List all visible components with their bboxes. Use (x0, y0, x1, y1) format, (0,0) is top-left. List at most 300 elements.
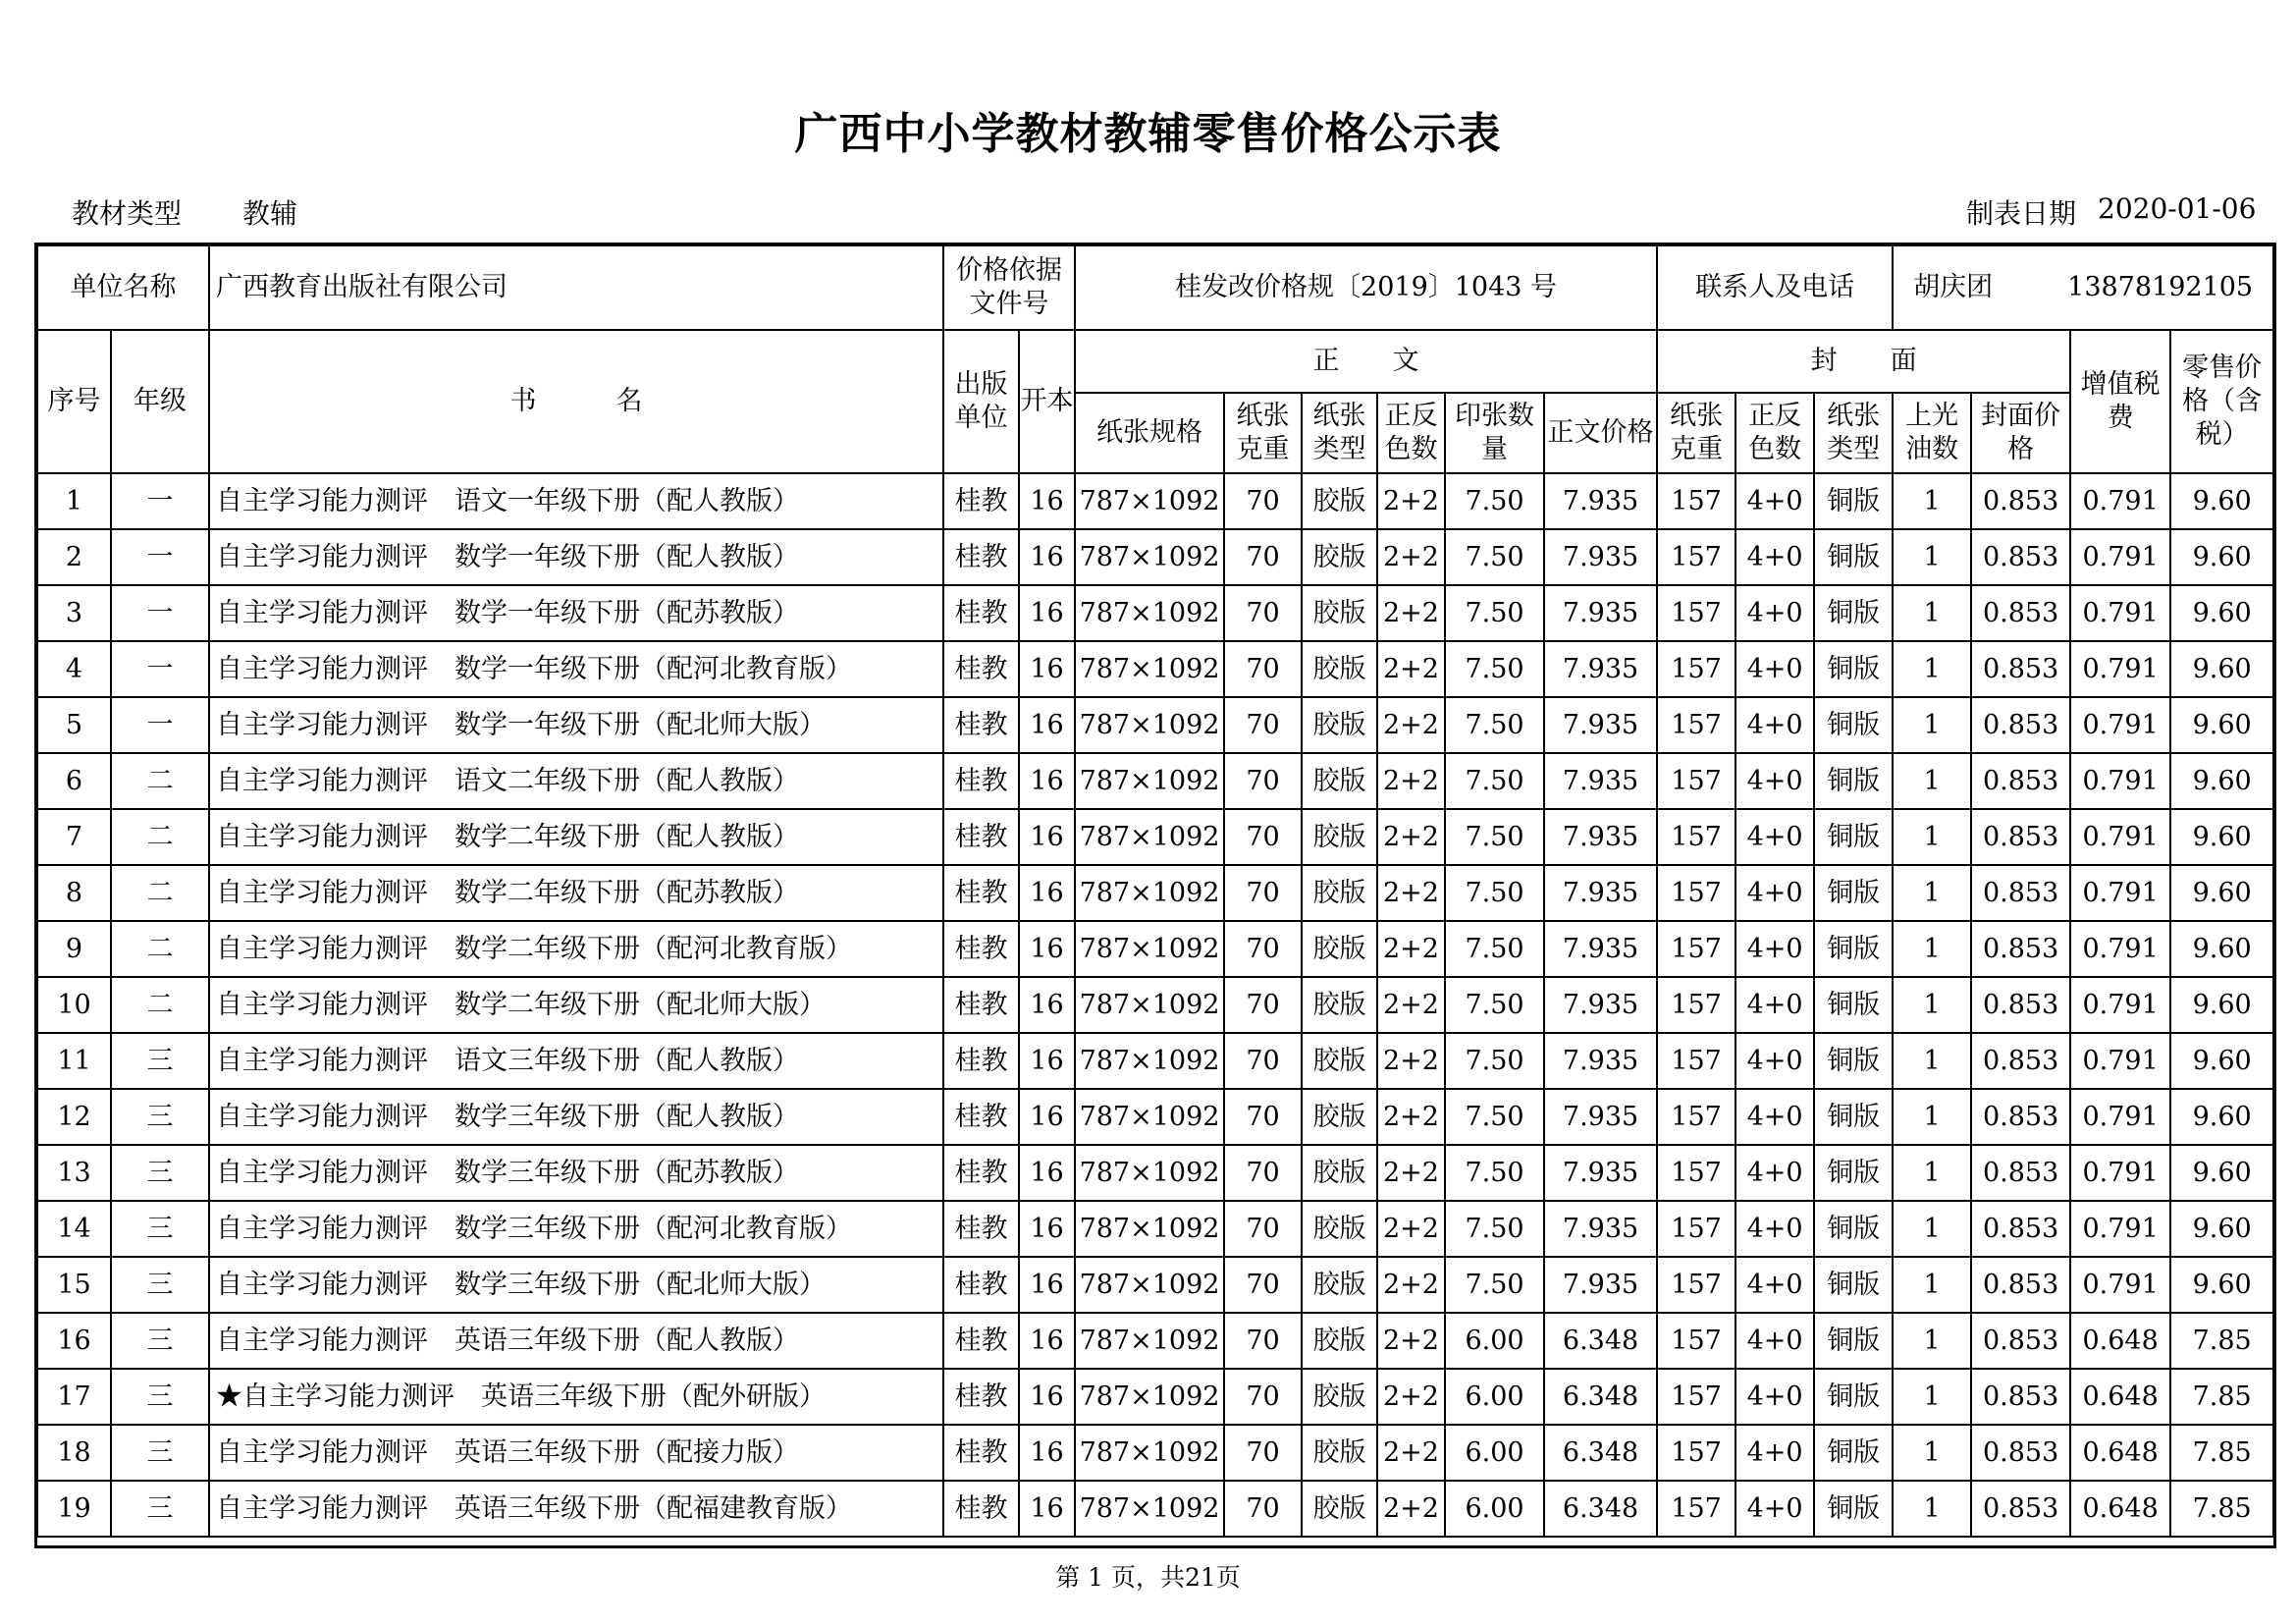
row-paper-type: 胶版 (1302, 641, 1377, 697)
row-cover-price: 0.853 (1971, 977, 2070, 1033)
row-body-price: 6.348 (1544, 1481, 1657, 1537)
row-cover-type: 铜版 (1814, 1257, 1893, 1313)
row-paper-size: 787×1092 (1075, 585, 1224, 641)
row-cover-weight: 157 (1657, 1201, 1735, 1257)
col-grade: 年级 (111, 330, 209, 473)
row-cover-type: 铜版 (1814, 753, 1893, 809)
row-cover-type: 铜版 (1814, 585, 1893, 641)
row-seq: 5 (37, 697, 111, 753)
row-retail-price: 9.60 (2170, 473, 2273, 529)
row-varnish: 1 (1893, 809, 1971, 865)
row-cover-colors: 4+0 (1735, 473, 1814, 529)
row-publisher: 桂教 (943, 1257, 1019, 1313)
row-paper-type: 胶版 (1302, 865, 1377, 921)
row-sheets: 7.50 (1445, 697, 1544, 753)
date-label: 制表日期 (1966, 197, 2077, 230)
row-publisher: 桂教 (943, 753, 1019, 809)
table-row (37, 865, 2273, 921)
row-grade: 一 (111, 529, 209, 585)
row-format: 16 (1019, 473, 1075, 529)
row-retail-price: 9.60 (2170, 809, 2273, 865)
row-publisher: 桂教 (943, 1313, 1019, 1369)
row-cover-colors: 4+0 (1735, 1369, 1814, 1425)
row-varnish: 1 (1893, 1425, 1971, 1481)
table-row (37, 1033, 2273, 1089)
row-vat: 0.648 (2070, 1313, 2170, 1369)
row-paper-type: 胶版 (1302, 921, 1377, 977)
row-sheets: 7.50 (1445, 753, 1544, 809)
page-footer: 第 1 页，共21页 (1055, 1563, 1241, 1592)
row-cover-colors: 4+0 (1735, 1145, 1814, 1201)
row-colors: 2+2 (1377, 585, 1445, 641)
row-cover-weight: 157 (1657, 1425, 1735, 1481)
col-book: 书 名 (209, 330, 943, 473)
row-cover-colors: 4+0 (1735, 1425, 1814, 1481)
row-cover-colors: 4+0 (1735, 529, 1814, 585)
col-publisher: 出版单位 (943, 330, 1019, 473)
row-cover-price: 0.853 (1971, 697, 2070, 753)
row-body-price: 7.935 (1544, 1033, 1657, 1089)
row-paper-type: 胶版 (1302, 1369, 1377, 1425)
row-varnish: 1 (1893, 977, 1971, 1033)
row-paper-weight: 70 (1224, 809, 1302, 865)
row-book-title: 自主学习能力测评 语文一年级下册（配人教版） (209, 473, 943, 529)
row-paper-size: 787×1092 (1075, 1481, 1224, 1537)
table-row (37, 921, 2273, 977)
row-vat: 0.791 (2070, 641, 2170, 697)
row-cover-type: 铜版 (1814, 1313, 1893, 1369)
row-cover-price: 0.853 (1971, 1425, 2070, 1481)
row-cover-weight: 157 (1657, 473, 1735, 529)
row-book-title: 自主学习能力测评 数学三年级下册（配人教版） (209, 1089, 943, 1145)
row-seq: 19 (37, 1481, 111, 1537)
row-body-price: 7.935 (1544, 641, 1657, 697)
col-body-paper-weight: 纸张克重 (1224, 393, 1302, 473)
row-book-title: ★自主学习能力测评 英语三年级下册（配外研版） (209, 1369, 943, 1425)
row-paper-type: 胶版 (1302, 585, 1377, 641)
row-cover-type: 铜版 (1814, 865, 1893, 921)
info-row (37, 245, 2273, 330)
row-cover-price: 0.853 (1971, 1033, 2070, 1089)
row-book-title: 自主学习能力测评 数学三年级下册（配河北教育版） (209, 1201, 943, 1257)
row-cover-weight: 157 (1657, 529, 1735, 585)
row-sheets: 7.50 (1445, 865, 1544, 921)
row-paper-weight: 70 (1224, 1089, 1302, 1145)
row-colors: 2+2 (1377, 1369, 1445, 1425)
table-row (37, 1369, 2273, 1425)
row-retail-price: 7.85 (2170, 1481, 2273, 1537)
row-vat: 0.791 (2070, 753, 2170, 809)
row-paper-size: 787×1092 (1075, 1089, 1224, 1145)
col-cover-paper-type: 纸张类型 (1814, 393, 1893, 473)
row-vat: 0.791 (2070, 1089, 2170, 1145)
row-colors: 2+2 (1377, 697, 1445, 753)
row-cover-price: 0.853 (1971, 1145, 2070, 1201)
row-paper-size: 787×1092 (1075, 1201, 1224, 1257)
row-varnish: 1 (1893, 1145, 1971, 1201)
row-grade: 三 (111, 1033, 209, 1089)
row-colors: 2+2 (1377, 1033, 1445, 1089)
row-cover-weight: 157 (1657, 865, 1735, 921)
row-paper-size: 787×1092 (1075, 697, 1224, 753)
row-grade: 一 (111, 473, 209, 529)
row-paper-weight: 70 (1224, 753, 1302, 809)
page-title: 广西中小学教材教辅零售价格公示表 (794, 109, 1502, 159)
row-publisher: 桂教 (943, 1481, 1019, 1537)
row-paper-type: 胶版 (1302, 1257, 1377, 1313)
row-format: 16 (1019, 1089, 1075, 1145)
row-varnish: 1 (1893, 1033, 1971, 1089)
row-seq: 2 (37, 529, 111, 585)
row-cover-type: 铜版 (1814, 921, 1893, 977)
row-cover-weight: 157 (1657, 1369, 1735, 1425)
row-retail-price: 9.60 (2170, 1201, 2273, 1257)
row-sheets: 7.50 (1445, 1257, 1544, 1313)
type-label: 教材类型 (72, 197, 183, 230)
row-cover-weight: 157 (1657, 753, 1735, 809)
row-paper-type: 胶版 (1302, 1481, 1377, 1537)
row-format: 16 (1019, 1481, 1075, 1537)
row-body-price: 7.935 (1544, 1089, 1657, 1145)
row-book-title: 自主学习能力测评 英语三年级下册（配接力版） (209, 1425, 943, 1481)
row-cover-price: 0.853 (1971, 1089, 2070, 1145)
row-publisher: 桂教 (943, 1425, 1019, 1481)
row-retail-price: 9.60 (2170, 697, 2273, 753)
row-book-title: 自主学习能力测评 数学二年级下册（配河北教育版） (209, 921, 943, 977)
row-sheets: 6.00 (1445, 1481, 1544, 1537)
row-body-price: 7.935 (1544, 1257, 1657, 1313)
row-grade: 三 (111, 1089, 209, 1145)
row-sheets: 6.00 (1445, 1369, 1544, 1425)
row-grade: 二 (111, 865, 209, 921)
row-book-title: 自主学习能力测评 数学一年级下册（配北师大版） (209, 697, 943, 753)
col-cover-colors: 正反色数 (1735, 393, 1814, 473)
row-paper-weight: 70 (1224, 1369, 1302, 1425)
row-book-title: 自主学习能力测评 数学一年级下册（配人教版） (209, 529, 943, 585)
row-colors: 2+2 (1377, 1145, 1445, 1201)
row-seq: 16 (37, 1313, 111, 1369)
row-seq: 8 (37, 865, 111, 921)
row-format: 16 (1019, 809, 1075, 865)
row-book-title: 自主学习能力测评 数学二年级下册（配北师大版） (209, 977, 943, 1033)
col-body-paper-size: 纸张规格 (1075, 393, 1224, 473)
unit-label: 单位名称 (37, 245, 209, 330)
row-cover-colors: 4+0 (1735, 865, 1814, 921)
row-cover-colors: 4+0 (1735, 753, 1814, 809)
row-cover-type: 铜版 (1814, 809, 1893, 865)
row-publisher: 桂教 (943, 1145, 1019, 1201)
row-paper-type: 胶版 (1302, 529, 1377, 585)
row-cover-type: 铜版 (1814, 641, 1893, 697)
row-format: 16 (1019, 697, 1075, 753)
row-cover-colors: 4+0 (1735, 1033, 1814, 1089)
row-retail-price: 9.60 (2170, 921, 2273, 977)
row-varnish: 1 (1893, 753, 1971, 809)
row-cover-type: 铜版 (1814, 1089, 1893, 1145)
row-publisher: 桂教 (943, 529, 1019, 585)
row-paper-type: 胶版 (1302, 1033, 1377, 1089)
row-paper-size: 787×1092 (1075, 641, 1224, 697)
row-seq: 17 (37, 1369, 111, 1425)
col-cover-paper-weight: 纸张克重 (1657, 393, 1735, 473)
row-book-title: 自主学习能力测评 英语三年级下册（配福建教育版） (209, 1481, 943, 1537)
row-format: 16 (1019, 641, 1075, 697)
row-paper-weight: 70 (1224, 1257, 1302, 1313)
row-seq: 14 (37, 1201, 111, 1257)
row-grade: 三 (111, 1257, 209, 1313)
row-cover-type: 铜版 (1814, 529, 1893, 585)
row-sheets: 7.50 (1445, 1201, 1544, 1257)
row-cover-weight: 157 (1657, 1089, 1735, 1145)
row-seq: 10 (37, 977, 111, 1033)
row-grade: 一 (111, 641, 209, 697)
row-vat: 0.791 (2070, 697, 2170, 753)
row-retail-price: 7.85 (2170, 1313, 2273, 1369)
row-format: 16 (1019, 1369, 1075, 1425)
contact-phone: 13878192105 (2067, 272, 2254, 302)
row-vat: 0.648 (2070, 1425, 2170, 1481)
row-sheets: 7.50 (1445, 585, 1544, 641)
row-grade: 三 (111, 1425, 209, 1481)
row-publisher: 桂教 (943, 809, 1019, 865)
row-varnish: 1 (1893, 473, 1971, 529)
row-body-price: 7.935 (1544, 809, 1657, 865)
row-paper-weight: 70 (1224, 1033, 1302, 1089)
row-paper-weight: 70 (1224, 641, 1302, 697)
row-cover-type: 铜版 (1814, 473, 1893, 529)
row-grade: 三 (111, 1369, 209, 1425)
row-cover-weight: 157 (1657, 1033, 1735, 1089)
row-format: 16 (1019, 585, 1075, 641)
row-colors: 2+2 (1377, 921, 1445, 977)
row-format: 16 (1019, 921, 1075, 977)
row-varnish: 1 (1893, 1201, 1971, 1257)
row-paper-size: 787×1092 (1075, 1369, 1224, 1425)
col-cover-price: 封面价格 (1971, 393, 2070, 473)
row-book-title: 自主学习能力测评 数学一年级下册（配河北教育版） (209, 641, 943, 697)
row-publisher: 桂教 (943, 1089, 1019, 1145)
row-body-price: 7.935 (1544, 585, 1657, 641)
row-paper-weight: 70 (1224, 473, 1302, 529)
row-body-price: 7.935 (1544, 697, 1657, 753)
row-grade: 三 (111, 1201, 209, 1257)
row-format: 16 (1019, 1257, 1075, 1313)
row-sheets: 7.50 (1445, 921, 1544, 977)
row-format: 16 (1019, 1033, 1075, 1089)
type-value: 教辅 (242, 197, 298, 230)
row-varnish: 1 (1893, 585, 1971, 641)
row-cover-price: 0.853 (1971, 865, 2070, 921)
row-varnish: 1 (1893, 1481, 1971, 1537)
price-table (36, 244, 2274, 1538)
basis-value: 桂发改价格规〔2019〕1043 号 (1075, 245, 1657, 330)
row-sheets: 7.50 (1445, 977, 1544, 1033)
row-paper-type: 胶版 (1302, 1089, 1377, 1145)
row-paper-size: 787×1092 (1075, 865, 1224, 921)
row-seq: 15 (37, 1257, 111, 1313)
row-cover-colors: 4+0 (1735, 1481, 1814, 1537)
row-paper-type: 胶版 (1302, 473, 1377, 529)
row-colors: 2+2 (1377, 473, 1445, 529)
row-retail-price: 9.60 (2170, 529, 2273, 585)
row-colors: 2+2 (1377, 753, 1445, 809)
table-row (37, 1257, 2273, 1313)
row-book-title: 自主学习能力测评 数学二年级下册（配人教版） (209, 809, 943, 865)
row-sheets: 6.00 (1445, 1313, 1544, 1369)
row-paper-weight: 70 (1224, 529, 1302, 585)
col-body-paper-type: 纸张类型 (1302, 393, 1377, 473)
row-format: 16 (1019, 1313, 1075, 1369)
row-cover-weight: 157 (1657, 977, 1735, 1033)
col-format: 开本 (1019, 330, 1075, 473)
row-body-price: 7.935 (1544, 753, 1657, 809)
table-row (37, 977, 2273, 1033)
row-sheets: 6.00 (1445, 1425, 1544, 1481)
row-body-price: 7.935 (1544, 1145, 1657, 1201)
row-cover-type: 铜版 (1814, 1481, 1893, 1537)
row-vat: 0.791 (2070, 921, 2170, 977)
row-book-title: 自主学习能力测评 数学二年级下册（配苏教版） (209, 865, 943, 921)
col-cover-group: 封 面 (1657, 330, 2070, 393)
row-body-price: 7.935 (1544, 977, 1657, 1033)
row-paper-size: 787×1092 (1075, 921, 1224, 977)
row-publisher: 桂教 (943, 865, 1019, 921)
row-varnish: 1 (1893, 529, 1971, 585)
row-paper-type: 胶版 (1302, 753, 1377, 809)
row-cover-weight: 157 (1657, 1257, 1735, 1313)
row-colors: 2+2 (1377, 1089, 1445, 1145)
row-cover-price: 0.853 (1971, 921, 2070, 977)
table-row (37, 1145, 2273, 1201)
row-cover-colors: 4+0 (1735, 1089, 1814, 1145)
row-retail-price: 9.60 (2170, 865, 2273, 921)
row-cover-weight: 157 (1657, 697, 1735, 753)
row-vat: 0.791 (2070, 1201, 2170, 1257)
row-cover-price: 0.853 (1971, 1481, 2070, 1537)
row-retail-price: 9.60 (2170, 977, 2273, 1033)
row-body-price: 7.935 (1544, 865, 1657, 921)
row-paper-type: 胶版 (1302, 1425, 1377, 1481)
row-paper-weight: 70 (1224, 1425, 1302, 1481)
row-paper-weight: 70 (1224, 865, 1302, 921)
row-varnish: 1 (1893, 697, 1971, 753)
row-paper-type: 胶版 (1302, 977, 1377, 1033)
row-vat: 0.791 (2070, 977, 2170, 1033)
row-book-title: 自主学习能力测评 数学三年级下册（配苏教版） (209, 1145, 943, 1201)
row-body-price: 6.348 (1544, 1313, 1657, 1369)
row-grade: 二 (111, 753, 209, 809)
table-row (37, 697, 2273, 753)
row-varnish: 1 (1893, 1369, 1971, 1425)
row-paper-size: 787×1092 (1075, 977, 1224, 1033)
row-vat: 0.791 (2070, 473, 2170, 529)
row-cover-price: 0.853 (1971, 585, 2070, 641)
row-cover-colors: 4+0 (1735, 697, 1814, 753)
row-cover-price: 0.853 (1971, 473, 2070, 529)
row-seq: 6 (37, 753, 111, 809)
row-vat: 0.791 (2070, 1033, 2170, 1089)
row-cover-type: 铜版 (1814, 1201, 1893, 1257)
row-cover-price: 0.853 (1971, 1257, 2070, 1313)
row-cover-colors: 4+0 (1735, 641, 1814, 697)
row-cover-type: 铜版 (1814, 977, 1893, 1033)
row-paper-weight: 70 (1224, 585, 1302, 641)
row-paper-size: 787×1092 (1075, 1145, 1224, 1201)
row-format: 16 (1019, 977, 1075, 1033)
row-sheets: 7.50 (1445, 1145, 1544, 1201)
col-body-sheets: 印张数量 (1445, 393, 1544, 473)
table-row (37, 585, 2273, 641)
row-retail-price: 9.60 (2170, 641, 2273, 697)
row-sheets: 7.50 (1445, 1033, 1544, 1089)
row-paper-size: 787×1092 (1075, 1425, 1224, 1481)
row-retail-price: 9.60 (2170, 753, 2273, 809)
row-grade: 三 (111, 1145, 209, 1201)
row-varnish: 1 (1893, 865, 1971, 921)
row-book-title: 自主学习能力测评 英语三年级下册（配人教版） (209, 1313, 943, 1369)
basis-label: 价格依据文件号 (943, 245, 1075, 330)
row-paper-weight: 70 (1224, 1313, 1302, 1369)
row-paper-type: 胶版 (1302, 1313, 1377, 1369)
row-cover-type: 铜版 (1814, 697, 1893, 753)
row-cover-colors: 4+0 (1735, 1201, 1814, 1257)
row-publisher: 桂教 (943, 641, 1019, 697)
unit-value: 广西教育出版社有限公司 (209, 245, 943, 330)
row-publisher: 桂教 (943, 921, 1019, 977)
row-paper-size: 787×1092 (1075, 473, 1224, 529)
row-cover-weight: 157 (1657, 1145, 1735, 1201)
row-paper-type: 胶版 (1302, 697, 1377, 753)
row-body-price: 7.935 (1544, 921, 1657, 977)
col-body-group: 正 文 (1075, 330, 1657, 393)
row-grade: 二 (111, 977, 209, 1033)
row-cover-type: 铜版 (1814, 1145, 1893, 1201)
row-publisher: 桂教 (943, 585, 1019, 641)
row-colors: 2+2 (1377, 529, 1445, 585)
row-vat: 0.791 (2070, 865, 2170, 921)
row-format: 16 (1019, 1425, 1075, 1481)
row-paper-weight: 70 (1224, 697, 1302, 753)
row-retail-price: 9.60 (2170, 1145, 2273, 1201)
row-cover-colors: 4+0 (1735, 977, 1814, 1033)
row-retail-price: 9.60 (2170, 1089, 2273, 1145)
row-sheets: 7.50 (1445, 641, 1544, 697)
row-cover-weight: 157 (1657, 641, 1735, 697)
row-book-title: 自主学习能力测评 语文三年级下册（配人教版） (209, 1033, 943, 1089)
row-book-title: 自主学习能力测评 数学一年级下册（配苏教版） (209, 585, 943, 641)
row-paper-size: 787×1092 (1075, 1033, 1224, 1089)
col-vat: 增值税费 (2070, 330, 2170, 473)
table-row (37, 1201, 2273, 1257)
row-seq: 13 (37, 1145, 111, 1201)
row-colors: 2+2 (1377, 1257, 1445, 1313)
row-publisher: 桂教 (943, 1201, 1019, 1257)
header-row-1 (37, 330, 2273, 393)
row-paper-size: 787×1092 (1075, 1313, 1224, 1369)
row-paper-size: 787×1092 (1075, 753, 1224, 809)
row-varnish: 1 (1893, 921, 1971, 977)
contact-cell (1893, 245, 2273, 330)
row-publisher: 桂教 (943, 1369, 1019, 1425)
row-cover-price: 0.853 (1971, 1313, 2070, 1369)
table-row (37, 1481, 2273, 1537)
row-varnish: 1 (1893, 1257, 1971, 1313)
row-cover-weight: 157 (1657, 1481, 1735, 1537)
table-row (37, 1089, 2273, 1145)
row-cover-price: 0.853 (1971, 753, 2070, 809)
date-value: 2020-01-06 (2098, 192, 2257, 225)
row-vat: 0.791 (2070, 1257, 2170, 1313)
